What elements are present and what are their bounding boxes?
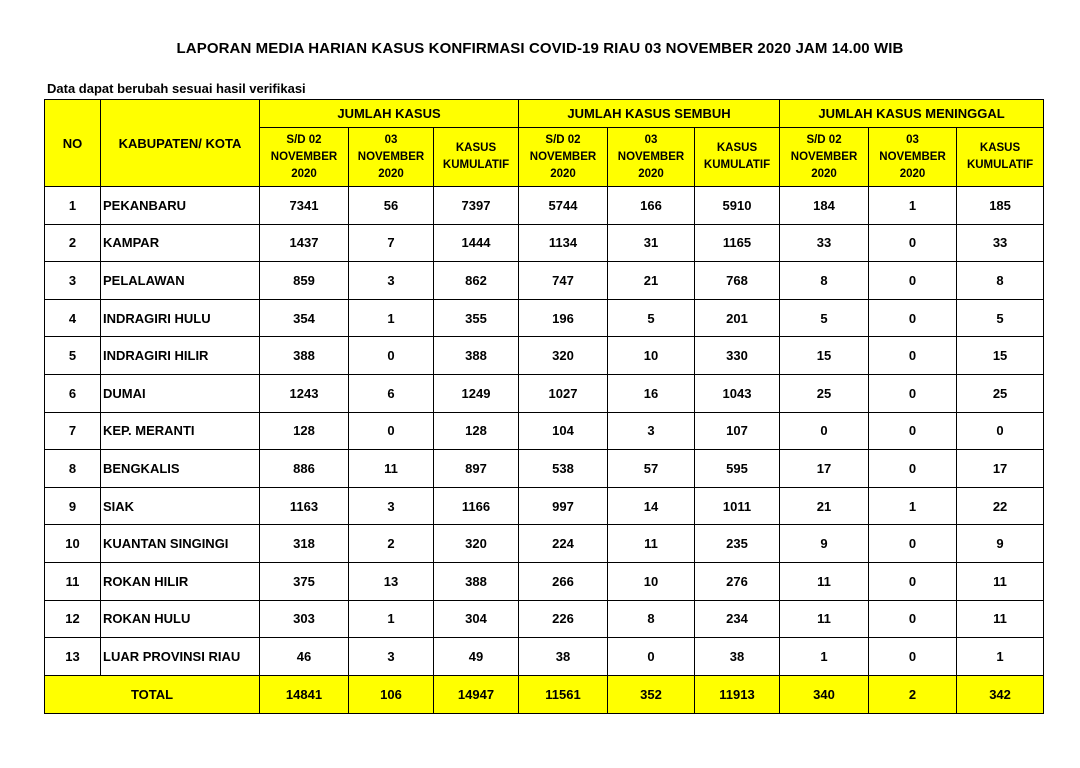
recovered-today-cell: 21 xyxy=(608,262,695,300)
covid-cases-table xyxy=(44,99,1044,714)
row-number: 5 xyxy=(45,337,101,375)
deaths-today-cell: 1 xyxy=(869,487,957,525)
recovered-before-cell: 38 xyxy=(519,638,608,676)
row-number: 7 xyxy=(45,412,101,450)
subheader-line: NOVEMBER xyxy=(790,150,858,163)
deaths-before-cell: 21 xyxy=(780,487,869,525)
cases-cumulative-cell: 1166 xyxy=(434,487,519,525)
subheader-line: KUMULATIF xyxy=(442,159,510,171)
region-name: DUMAI xyxy=(101,374,260,412)
recovered-cumulative-cell: 595 xyxy=(695,450,780,488)
subheader-line: NOVEMBER xyxy=(879,150,946,163)
cases-before-cell: 303 xyxy=(260,600,349,638)
cases-before-cell: 7341 xyxy=(260,187,349,225)
cases-cumulative-cell: 388 xyxy=(434,337,519,375)
deaths-cumulative-cell: 25 xyxy=(957,374,1044,412)
recovered-before-cell: 196 xyxy=(519,299,608,337)
subheader-line: 2020 xyxy=(378,167,404,180)
subheader-recovered-today xyxy=(608,128,695,187)
cases-before-cell: 375 xyxy=(260,562,349,600)
region-name: KUANTAN SINGINGI xyxy=(101,525,260,563)
cases-before-cell: 1243 xyxy=(260,374,349,412)
cases-before-cell: 1163 xyxy=(260,487,349,525)
region-name: ROKAN HILIR xyxy=(101,562,260,600)
deaths-before-cell: 8 xyxy=(780,262,869,300)
deaths-cumulative-cell: 11 xyxy=(957,600,1044,638)
deaths-cumulative-cell: 11 xyxy=(957,562,1044,600)
header-group-recovered: JUMLAH KASUS SEMBUH xyxy=(519,100,780,128)
row-number: 2 xyxy=(45,224,101,262)
cases-cumulative-cell: 1444 xyxy=(434,224,519,262)
deaths-cumulative-cell: 5 xyxy=(957,299,1044,337)
subheader-line: S/D 02 xyxy=(806,133,842,146)
total-cases-cumulative: 14947 xyxy=(434,675,519,713)
cases-cumulative-cell: 320 xyxy=(434,525,519,563)
table-row xyxy=(45,374,1044,412)
subheader-line: KUMULATIF xyxy=(966,159,1034,171)
total-cases-today: 106 xyxy=(349,675,434,713)
deaths-before-cell: 9 xyxy=(780,525,869,563)
cases-today-cell: 3 xyxy=(349,487,434,525)
total-recovered-before: 11561 xyxy=(519,675,608,713)
deaths-before-cell: 15 xyxy=(780,337,869,375)
table-footer xyxy=(45,675,1044,713)
deaths-before-cell: 5 xyxy=(780,299,869,337)
deaths-today-cell: 0 xyxy=(869,562,957,600)
deaths-cumulative-cell: 15 xyxy=(957,337,1044,375)
table-row xyxy=(45,638,1044,676)
row-number: 3 xyxy=(45,262,101,300)
recovered-cumulative-cell: 38 xyxy=(695,638,780,676)
subheader-deaths-before xyxy=(780,128,869,187)
recovered-cumulative-cell: 1011 xyxy=(695,487,780,525)
row-number: 6 xyxy=(45,374,101,412)
region-name: INDRAGIRI HULU xyxy=(101,299,260,337)
row-number: 8 xyxy=(45,450,101,488)
recovered-today-cell: 10 xyxy=(608,337,695,375)
deaths-before-cell: 11 xyxy=(780,600,869,638)
deaths-before-cell: 33 xyxy=(780,224,869,262)
deaths-before-cell: 11 xyxy=(780,562,869,600)
recovered-today-cell: 11 xyxy=(608,525,695,563)
deaths-cumulative-cell: 185 xyxy=(957,187,1044,225)
subheader-line: 03 xyxy=(906,133,919,146)
deaths-today-cell: 0 xyxy=(869,600,957,638)
table-row xyxy=(45,525,1044,563)
deaths-cumulative-cell: 22 xyxy=(957,487,1044,525)
deaths-cumulative-cell: 1 xyxy=(957,638,1044,676)
deaths-cumulative-cell: 0 xyxy=(957,412,1044,450)
row-number: 9 xyxy=(45,487,101,525)
recovered-before-cell: 1027 xyxy=(519,374,608,412)
recovered-today-cell: 166 xyxy=(608,187,695,225)
cases-cumulative-cell: 897 xyxy=(434,450,519,488)
total-recovered-cumulative: 11913 xyxy=(695,675,780,713)
cases-today-cell: 0 xyxy=(349,337,434,375)
deaths-today-cell: 0 xyxy=(869,299,957,337)
subheader-line: KASUS xyxy=(716,142,758,154)
report-title: LAPORAN MEDIA HARIAN KASUS KONFIRMASI COVID-19 RIAU 03 NOVEMBER 2020 JAM 14.00 WIB xyxy=(176,40,904,57)
cases-before-cell: 1437 xyxy=(260,224,349,262)
recovered-before-cell: 226 xyxy=(519,600,608,638)
recovered-before-cell: 747 xyxy=(519,262,608,300)
cases-today-cell: 1 xyxy=(349,299,434,337)
deaths-today-cell: 0 xyxy=(869,224,957,262)
subheader-line: S/D 02 xyxy=(286,133,322,146)
cases-today-cell: 0 xyxy=(349,412,434,450)
cases-cumulative-cell: 49 xyxy=(434,638,519,676)
table-header xyxy=(45,100,1044,187)
recovered-today-cell: 8 xyxy=(608,600,695,638)
deaths-before-cell: 17 xyxy=(780,450,869,488)
deaths-today-cell: 0 xyxy=(869,374,957,412)
cases-cumulative-cell: 1249 xyxy=(434,374,519,412)
subheader-line: NOVEMBER xyxy=(617,150,685,163)
header-region: KABUPATEN/ KOTA xyxy=(101,100,260,187)
deaths-today-cell: 0 xyxy=(869,525,957,563)
deaths-today-cell: 1 xyxy=(869,187,957,225)
table-row xyxy=(45,224,1044,262)
recovered-today-cell: 14 xyxy=(608,487,695,525)
table-row xyxy=(45,450,1044,488)
deaths-today-cell: 0 xyxy=(869,262,957,300)
region-name: KEP. MERANTI xyxy=(101,412,260,450)
total-row xyxy=(45,675,1044,713)
deaths-cumulative-cell: 8 xyxy=(957,262,1044,300)
table-row xyxy=(45,412,1044,450)
cases-before-cell: 354 xyxy=(260,299,349,337)
region-name: SIAK xyxy=(101,487,260,525)
subheader-line: 2020 xyxy=(550,167,576,180)
cases-today-cell: 11 xyxy=(349,450,434,488)
header-group-cases: JUMLAH KASUS xyxy=(260,100,519,128)
deaths-today-cell: 0 xyxy=(869,450,957,488)
subheader-line: KUMULATIF xyxy=(703,159,771,171)
recovered-before-cell: 320 xyxy=(519,337,608,375)
cases-today-cell: 56 xyxy=(349,187,434,225)
subheader-line: 2020 xyxy=(899,167,926,180)
recovered-cumulative-cell: 1043 xyxy=(695,374,780,412)
deaths-before-cell: 1 xyxy=(780,638,869,676)
subheader-line: 03 xyxy=(644,133,658,146)
deaths-before-cell: 184 xyxy=(780,187,869,225)
cases-today-cell: 2 xyxy=(349,525,434,563)
subheader-cases-today xyxy=(349,128,434,187)
recovered-before-cell: 224 xyxy=(519,525,608,563)
table-row xyxy=(45,487,1044,525)
deaths-cumulative-cell: 9 xyxy=(957,525,1044,563)
region-name: LUAR PROVINSI RIAU xyxy=(101,638,260,676)
subheader-deaths-cumulative xyxy=(957,128,1044,187)
region-name: KAMPAR xyxy=(101,224,260,262)
table-row xyxy=(45,600,1044,638)
verification-note: Data dapat berubah sesuai hasil verifikasi xyxy=(47,81,306,96)
region-name: PELALAWAN xyxy=(101,262,260,300)
table-row xyxy=(45,299,1044,337)
subheader-line: NOVEMBER xyxy=(357,150,425,163)
subheader-line: 03 xyxy=(384,133,398,146)
table-row xyxy=(45,262,1044,300)
table-body xyxy=(45,187,1044,676)
cases-cumulative-cell: 128 xyxy=(434,412,519,450)
total-deaths-before: 340 xyxy=(780,675,869,713)
deaths-today-cell: 0 xyxy=(869,638,957,676)
deaths-cumulative-cell: 33 xyxy=(957,224,1044,262)
cases-cumulative-cell: 7397 xyxy=(434,187,519,225)
recovered-today-cell: 10 xyxy=(608,562,695,600)
subheader-line: 2020 xyxy=(291,167,317,180)
cases-cumulative-cell: 862 xyxy=(434,262,519,300)
recovered-cumulative-cell: 5910 xyxy=(695,187,780,225)
cases-today-cell: 13 xyxy=(349,562,434,600)
cases-cumulative-cell: 388 xyxy=(434,562,519,600)
total-label: TOTAL xyxy=(45,675,260,713)
row-number: 10 xyxy=(45,525,101,563)
recovered-before-cell: 266 xyxy=(519,562,608,600)
cases-before-cell: 318 xyxy=(260,525,349,563)
subheader-cases-before xyxy=(260,128,349,187)
cases-today-cell: 7 xyxy=(349,224,434,262)
recovered-today-cell: 3 xyxy=(608,412,695,450)
recovered-before-cell: 104 xyxy=(519,412,608,450)
recovered-cumulative-cell: 234 xyxy=(695,600,780,638)
row-number: 1 xyxy=(45,187,101,225)
recovered-today-cell: 57 xyxy=(608,450,695,488)
total-deaths-cumulative: 342 xyxy=(957,675,1044,713)
recovered-today-cell: 5 xyxy=(608,299,695,337)
region-name: INDRAGIRI HILIR xyxy=(101,337,260,375)
row-number: 4 xyxy=(45,299,101,337)
recovered-cumulative-cell: 107 xyxy=(695,412,780,450)
row-number: 12 xyxy=(45,600,101,638)
recovered-today-cell: 0 xyxy=(608,638,695,676)
total-deaths-today: 2 xyxy=(869,675,957,713)
recovered-before-cell: 538 xyxy=(519,450,608,488)
subheader-line: NOVEMBER xyxy=(529,150,597,163)
cases-before-cell: 388 xyxy=(260,337,349,375)
recovered-before-cell: 5744 xyxy=(519,187,608,225)
total-recovered-today: 352 xyxy=(608,675,695,713)
cases-before-cell: 128 xyxy=(260,412,349,450)
header-no: NO xyxy=(45,100,101,187)
subheader-line: NOVEMBER xyxy=(270,150,338,163)
recovered-cumulative-cell: 768 xyxy=(695,262,780,300)
cases-before-cell: 886 xyxy=(260,450,349,488)
recovered-cumulative-cell: 235 xyxy=(695,525,780,563)
cases-cumulative-cell: 355 xyxy=(434,299,519,337)
cases-today-cell: 1 xyxy=(349,600,434,638)
deaths-before-cell: 25 xyxy=(780,374,869,412)
subheader-deaths-today xyxy=(869,128,957,187)
row-number: 13 xyxy=(45,638,101,676)
row-number: 11 xyxy=(45,562,101,600)
cases-before-cell: 46 xyxy=(260,638,349,676)
recovered-today-cell: 31 xyxy=(608,224,695,262)
region-name: PEKANBARU xyxy=(101,187,260,225)
subheader-line: S/D 02 xyxy=(545,133,581,146)
cases-today-cell: 3 xyxy=(349,262,434,300)
recovered-before-cell: 997 xyxy=(519,487,608,525)
table-row xyxy=(45,337,1044,375)
deaths-cumulative-cell: 17 xyxy=(957,450,1044,488)
recovered-cumulative-cell: 330 xyxy=(695,337,780,375)
header-group-deaths: JUMLAH KASUS MENINGGAL xyxy=(780,100,1044,128)
recovered-cumulative-cell: 201 xyxy=(695,299,780,337)
deaths-today-cell: 0 xyxy=(869,337,957,375)
recovered-today-cell: 16 xyxy=(608,374,695,412)
recovered-before-cell: 1134 xyxy=(519,224,608,262)
total-cases-before: 14841 xyxy=(260,675,349,713)
cases-today-cell: 6 xyxy=(349,374,434,412)
deaths-before-cell: 0 xyxy=(780,412,869,450)
cases-before-cell: 859 xyxy=(260,262,349,300)
recovered-cumulative-cell: 276 xyxy=(695,562,780,600)
subheader-line: KASUS xyxy=(455,142,497,154)
deaths-today-cell: 0 xyxy=(869,412,957,450)
table-row xyxy=(45,187,1044,225)
subheader-line: 2020 xyxy=(638,167,664,180)
subheader-cases-cumulative xyxy=(434,128,519,187)
cases-today-cell: 3 xyxy=(349,638,434,676)
subheader-recovered-before xyxy=(519,128,608,187)
recovered-cumulative-cell: 1165 xyxy=(695,224,780,262)
subheader-recovered-cumulative xyxy=(695,128,780,187)
region-name: ROKAN HULU xyxy=(101,600,260,638)
region-name: BENGKALIS xyxy=(101,450,260,488)
table-row xyxy=(45,562,1044,600)
subheader-line: 2020 xyxy=(811,167,837,180)
cases-cumulative-cell: 304 xyxy=(434,600,519,638)
subheader-line: KASUS xyxy=(979,142,1021,154)
